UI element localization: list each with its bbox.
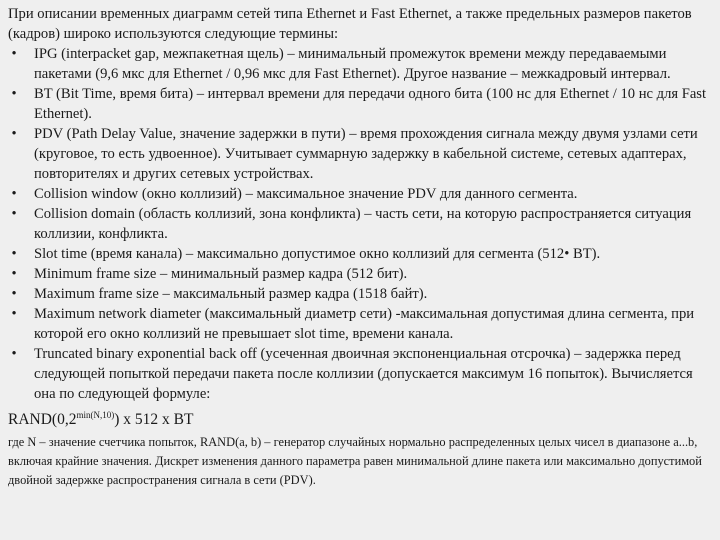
- term-text: Slot time (время канала) – максимально допустимое окно коллизий для сегмента (512• BT).: [34, 246, 601, 262]
- term-collision-domain: [8, 204, 714, 244]
- term-text: Collision domain (область коллизий, зона конфликта) – часть сети, на которую распространяется ситуация коллизии, конфликта.: [34, 206, 692, 242]
- formula-suffix: ) x 512 x BT: [114, 411, 194, 428]
- term-text: Minimum frame size – минимальный размер кадра (512 бит).: [34, 266, 408, 282]
- backoff-formula: [8, 404, 714, 431]
- term-maximum-frame-size: [8, 284, 714, 304]
- bullet-icon: •: [11, 286, 17, 302]
- formula-note: где N – значение счетчика попыток, RAND(a, b) – генератор случайных нормально распределенных целых чисел в диапазоне a...b, включая крайние значения. Дискрет изменения данного параметра равен минимальной длине пакета или максимально допустимой двойной задержке распространения сигнала в сети (PDV).: [8, 435, 702, 487]
- term-slot-time: [8, 244, 714, 264]
- bullet-icon: •: [11, 346, 17, 362]
- term-text: PDV (Path Delay Value, значение задержки в пути) – время прохождения сигнала между двумя узлами сети (круговое, то есть удвоенное). Учитывает суммарную задержку в кабельной системе, сетевых адаптерах, повторителях и других сетевых устройствах.: [34, 126, 698, 182]
- bullet-icon: •: [11, 266, 17, 282]
- term-ipg: [8, 44, 714, 84]
- term-text: Collision window (окно коллизий) – максимальное значение PDV для данного сегмента.: [34, 186, 578, 202]
- formula-prefix: RAND(0,2: [8, 411, 77, 428]
- term-text: Truncated binary exponential back off (усеченная двоичная экспоненциальная отсрочка) – задержка перед следующей попыткой передачи пакета после коллизии (допускается максимум 16 попыток). Вычисляется она по следующей формуле:: [34, 346, 693, 402]
- term-text: BT (Bit Time, время бита) – интервал времени для передачи одного бита (100 нс для Ethernet / 10 нс для Fast Ethernet).: [34, 86, 707, 122]
- bullet-icon: •: [11, 86, 17, 102]
- term-pdv: [8, 124, 714, 184]
- bullet-icon: •: [11, 186, 17, 202]
- bullet-icon: •: [11, 206, 17, 222]
- term-truncated-backoff: [8, 344, 714, 404]
- bullet-icon: •: [11, 246, 17, 262]
- term-text: Maximum frame size – максимальный размер кадра (1518 байт).: [34, 286, 428, 302]
- term-bt: [8, 84, 714, 124]
- term-max-network-diameter: [8, 304, 714, 344]
- intro-paragraph: При описании временных диаграмм сетей типа Ethernet и Fast Ethernet, а также предельных размеров пакетов (кадров) широко используются следующие термины:: [8, 6, 692, 42]
- term-collision-window: [8, 184, 714, 204]
- bullet-icon: •: [11, 306, 17, 322]
- terms-list: [8, 44, 714, 404]
- term-text: IPG (interpacket gap, межпакетная щель) – минимальный промежуток времени между передаваемыми пакетами (9,6 мкс для Ethernet / 0,96 мкс для Fast Ethernet). Другое название – межкадровый интервал.: [34, 46, 671, 82]
- term-text: Maximum network diameter (максимальный диаметр сети) -максимальная допустимая длина сегмента, при которой его окно коллизий не превышает slot time, времени канала.: [34, 306, 695, 342]
- term-minimum-frame-size: [8, 264, 714, 284]
- bullet-icon: •: [11, 46, 17, 62]
- formula-exponent: min(N,10): [76, 410, 115, 420]
- bullet-icon: •: [11, 126, 17, 142]
